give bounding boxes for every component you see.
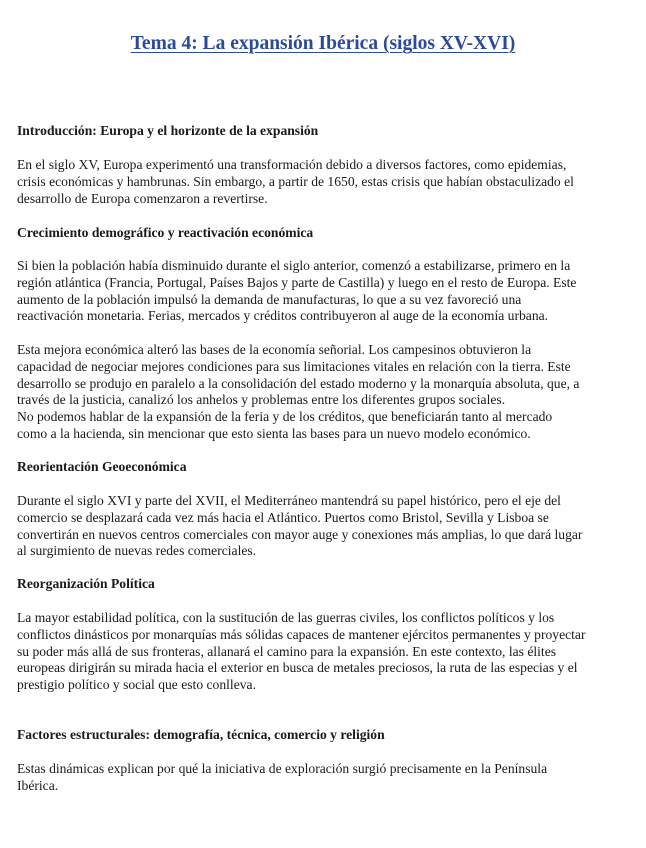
paragraph-crecimiento-1	[17, 258, 632, 325]
text-line: Estas dinámicas explican por qué la iniciativa de exploración surgió precisamente en la Península	[17, 761, 548, 776]
paragraph-reorientacion	[17, 493, 632, 560]
text-line: región atlántica (Francia, Portugal, Países Bajos y parte de Castilla) y luego en el resto de Europa. Este	[17, 274, 577, 290]
text-line: reactivación monetaria. Ferias, mercados y créditos contribuyeron al auge de la economía urbana.	[17, 308, 549, 324]
paragraph-introduccion	[17, 157, 632, 207]
text-line: conflictos dinásticos por monarquías más sólidas capaces de mantener ejércitos permanentes y proyectar	[17, 626, 586, 642]
section-heading-introduccion: Introducción: Europa y el horizonte de la expansión	[17, 123, 319, 138]
section-heading-factores: Factores estructurales: demografía, técnica, comercio y religión	[17, 727, 385, 742]
text-line: No podemos hablar de la expansión de la feria y de los créditos, que beneficiarán tanto al mercado	[17, 409, 553, 425]
text-line: desarrollo se produjo en paralelo a la consolidación del estado moderno y la monarquía absoluta, que, a	[17, 375, 580, 391]
text-line: su poder más allá de sus fronteras, allanará el camino para la expansión. En este contexto, las élites	[17, 643, 557, 659]
text-line: europeas dirigirán su mirada hacia el exterior en busca de metales preciosos, la ruta de las especias y el	[17, 660, 578, 676]
section-heading-reorganizacion: Reorganización Política	[17, 576, 155, 591]
text-line: En el siglo XV, Europa experimentó una transformación debido a diversos factores, como epidemias,	[17, 157, 567, 172]
text-line: al surgimiento de nuevas redes comerciales.	[17, 543, 257, 559]
text-line: convertirán en nuevos centros comerciales con mayor auge y conexiones más amplias, lo que dará lugar	[17, 526, 583, 542]
text-line: Ibérica.	[17, 777, 59, 793]
text-line: Esta mejora económica alteró las bases de la economía señorial. Los campesinos obtuvieron la	[17, 342, 532, 357]
text-line: prestigio político y social que esto conlleva.	[17, 677, 256, 693]
text-line: Si bien la población había disminuido durante el siglo anterior, comenzó a estabilizarse, primero en la	[17, 258, 571, 273]
text-line: Durante el siglo XVI y parte del XVII, el Mediterráneo mantendrá su papel histórico, pero el eje del	[17, 493, 561, 508]
text-line: través de la justicia, canalizó los anhelos y problemas entre los diferentes grupos sociales.	[17, 392, 506, 408]
paragraph-reorganizacion	[17, 610, 632, 694]
text-line: crisis económicas y hambrunas. Sin embargo, a partir de 1650, estas crisis que habían obstaculizado el	[17, 173, 574, 189]
text-line: La mayor estabilidad política, con la sustitución de las guerras civiles, los conflictos políticos y los	[17, 610, 555, 625]
paragraph-factores	[17, 761, 632, 795]
paragraph-crecimiento-2	[17, 342, 632, 443]
text-line: comercio se desplazará cada vez más hacia el Atlántico. Puertos como Bristol, Sevilla y Lisboa se	[17, 509, 549, 525]
text-line: desarrollo de Europa comenzaron a revertirse.	[17, 190, 268, 206]
section-heading-crecimiento: Crecimiento demográfico y reactivación económica	[17, 225, 314, 240]
text-line: como a la hacienda, sin mencionar que esto sienta las bases para un nuevo modelo económico.	[17, 425, 531, 441]
text-line: aumento de la población impulsó la demanda de manufacturas, lo que a su vez favoreció una	[17, 291, 522, 307]
page-title: Tema 4: La expansión Ibérica (siglos XV-XVI)	[130, 33, 516, 54]
text-line: capacidad de negociar mejores condiciones para sus limitaciones vitales en relación con la tierra. Este	[17, 358, 571, 374]
section-heading-reorientacion: Reorientación Geoeconómica	[17, 459, 187, 474]
